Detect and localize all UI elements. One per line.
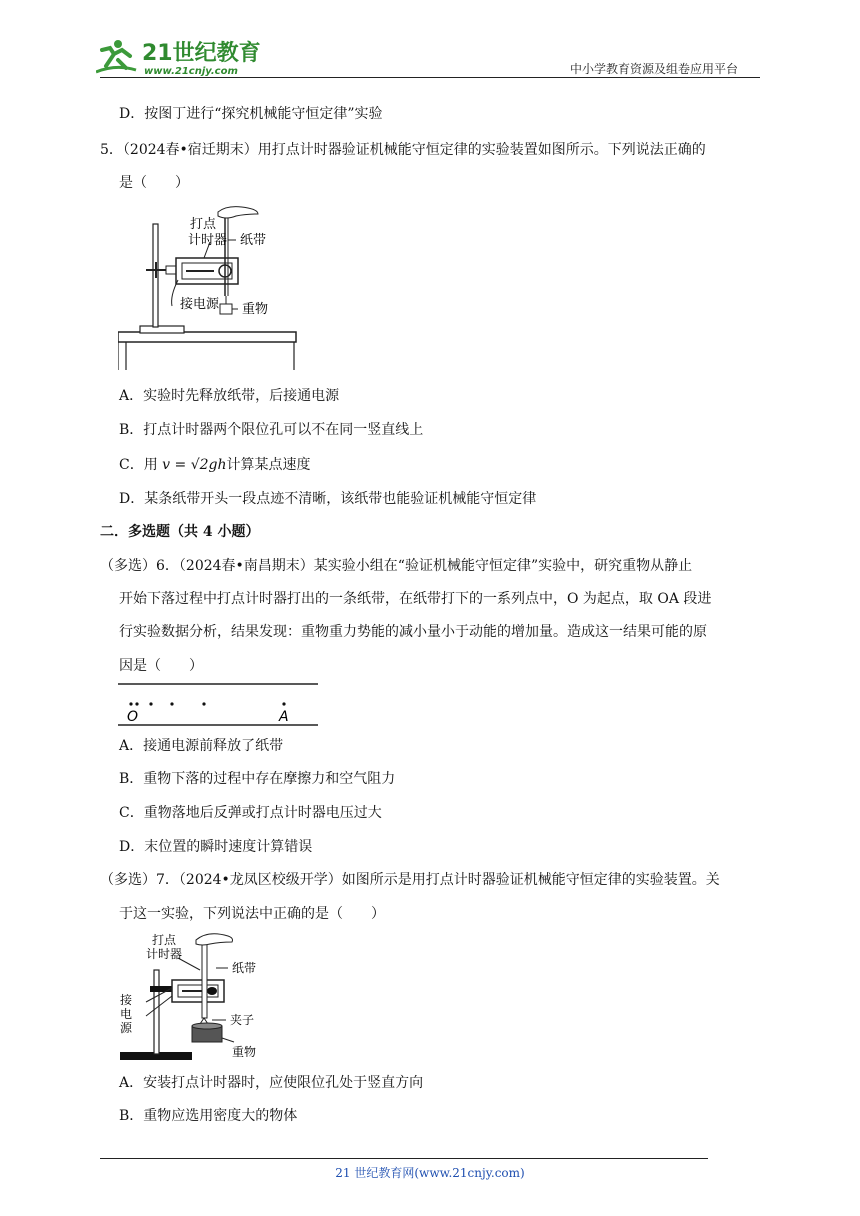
q5-option-c-formula: v = √2gh [162, 457, 227, 473]
q7-label-weight: 重物 [232, 1045, 257, 1059]
q6-option-a: A．接通电源前释放了纸带 [119, 738, 284, 754]
q6-option-d: D．末位置的瞬时速度计算错误 [119, 839, 313, 855]
q5-label-timer-2: 计时器 [188, 233, 228, 248]
platform-name: 中小学教育资源及组卷应用平台 [570, 62, 739, 76]
q5-option-a: A．实验时先释放纸带，后接通电源 [119, 388, 340, 404]
q5-apparatus-figure [118, 200, 298, 372]
runner-icon [96, 40, 136, 72]
q5-stem-line-2: 是（ ） [119, 175, 189, 191]
q7-option-b: B．重物应选用密度大的物体 [119, 1108, 298, 1124]
logo-url: www.21cnjy.com [144, 66, 238, 77]
site-logo [96, 36, 266, 80]
q6-stem-line-4: 因是（ ） [119, 658, 203, 674]
q5-option-c [119, 455, 311, 475]
q5-option-d: D．某条纸带开头一段点迹不清晰，该纸带也能验证机械能守恒定律 [119, 491, 537, 507]
tape-dots [129, 702, 285, 705]
header-rule [100, 77, 760, 78]
q6-stem-line-2: 开始下落过程中打点计时器打出的一条纸带，在纸带打下的一系列点中，O 为起点，取 OA 段进 [119, 591, 712, 607]
q7-option-a: A．安装打点计时器时，应使限位孔处于竖直方向 [119, 1075, 424, 1091]
q7-label-power-3: 源 [120, 1021, 133, 1035]
q6-stem-line-1: （多选）6．（2024春•南昌期末）某实验小组在“验证机械能守恒定律”实验中，研究重物从静止 [100, 558, 693, 574]
q7-stem-line-2: 于这一实验，下列说法中正确的是（ ） [119, 906, 385, 922]
footer-rule [100, 1158, 708, 1159]
q6-label-a: A [279, 709, 289, 725]
q7-label-tape: 纸带 [232, 961, 257, 975]
q5-label-power: 接电源 [180, 297, 220, 312]
q6-label-o: O [127, 709, 139, 725]
q5-option-b: B．打点计时器两个限位孔可以不在同一竖直线上 [119, 422, 424, 438]
q4-option-d: D．按图丁进行“探究机械能守恒定律”实验 [119, 106, 383, 122]
q7-label-power-2: 电 [120, 1007, 133, 1021]
q7-apparatus-figure [116, 930, 296, 1064]
q7-label-power-1: 接 [120, 993, 133, 1007]
q7-label-clip: 夹子 [230, 1013, 255, 1027]
q6-option-c: C．重物落地后反弹或打点计时器电压过大 [119, 805, 382, 821]
q5-label-tape: 纸带 [240, 233, 267, 248]
q6-option-b: B．重物下落的过程中存在摩擦力和空气阻力 [119, 771, 396, 787]
footer-text: 21 世纪教育网(www.21cnjy.com) [335, 1166, 525, 1180]
q5-label-timer-1: 打点 [190, 217, 217, 232]
q6-tape-figure [118, 682, 320, 728]
logo-text: 21世纪教育 [142, 41, 261, 66]
q5-option-c-suffix: 计算某点速度 [226, 457, 311, 473]
q6-stem-line-3: 行实验数据分析，结果发现：重物重力势能的减小量小于动能的增加量。造成这一结果可能的原 [119, 624, 707, 640]
q5-option-c-prefix: C．用 [119, 457, 163, 473]
q7-label-timer-2: 计时器 [146, 947, 183, 961]
q5-label-weight: 重物 [242, 302, 269, 317]
q7-stem-line-1: （多选）7．（2024•龙凤区校级开学）如图所示是用打点计时器验证机械能守恒定律的实验装置。关 [100, 872, 720, 888]
section-2-title: 二．多选题（共 4 小题） [100, 524, 260, 540]
q5-stem-line-1: 5．（2024春•宿迁期末）用打点计时器验证机械能守恒定律的实验装置如图所示。下列说法正确的 [100, 142, 706, 158]
q7-label-timer-1: 打点 [152, 933, 177, 947]
